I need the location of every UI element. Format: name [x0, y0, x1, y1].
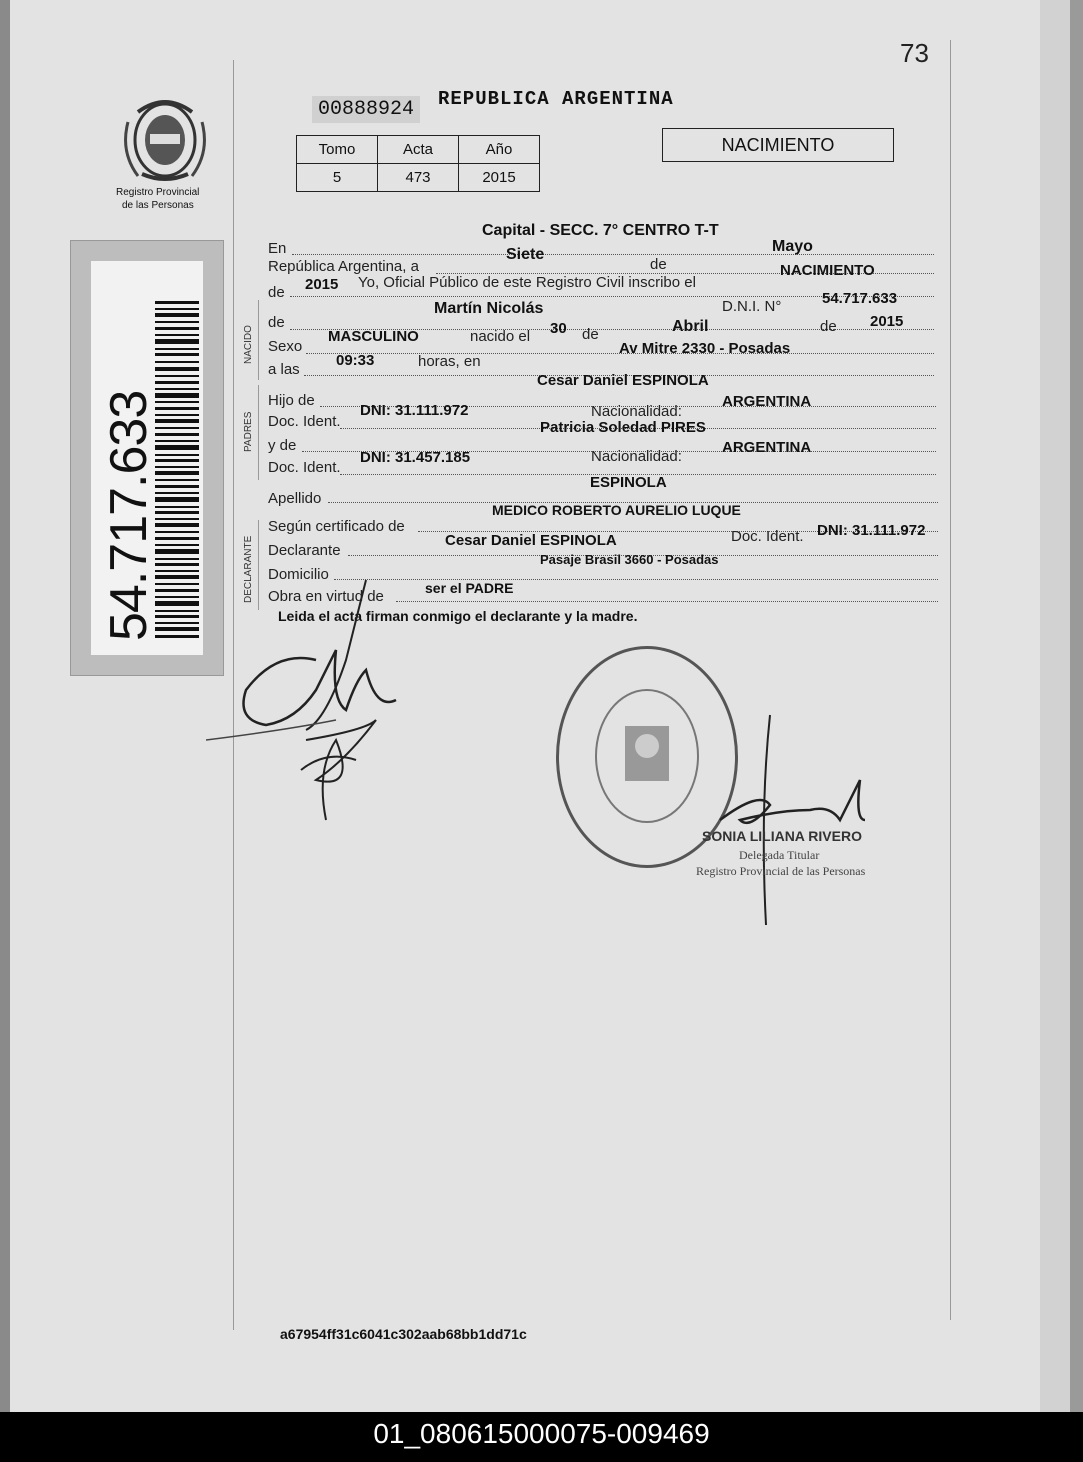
- mes-value: Mayo: [772, 238, 813, 255]
- closing-text: Leida el acta firman conmigo el declarante y la madre.: [278, 608, 638, 624]
- dom-value: Pasaje Brasil 3660 - Posadas: [540, 552, 719, 567]
- horas-label: horas, en: [418, 353, 481, 370]
- de-label: de: [650, 256, 667, 273]
- value-tomo: 5: [297, 164, 378, 192]
- dotted-line: [396, 601, 938, 602]
- header-acta: Acta: [378, 136, 459, 164]
- madre-value: Patricia Soledad PIRES: [540, 419, 706, 436]
- padre-value: Cesar Daniel ESPINOLA: [537, 372, 709, 389]
- logo-caption-1: Registro Provincial: [116, 187, 200, 198]
- value-acta: 473: [378, 164, 459, 192]
- obra-label: Obra en virtud de: [268, 588, 384, 605]
- anio-value: 2015: [305, 276, 339, 293]
- alas-label: a las: [268, 361, 300, 378]
- seal-emblem: [595, 689, 699, 823]
- header-tomo: Tomo: [297, 136, 378, 164]
- page-number: 73: [900, 38, 929, 68]
- declarant-signature: [206, 570, 406, 830]
- decl-doc-label: Doc. Ident.: [731, 528, 804, 545]
- sexo-label: Sexo: [268, 338, 303, 355]
- section-divider-padres: [258, 385, 259, 480]
- value-anio: 2015: [459, 164, 540, 192]
- hijo-label: Hijo de: [268, 392, 315, 409]
- dni-value: 54.717.633: [822, 290, 898, 307]
- yde-label: y de: [268, 437, 297, 454]
- dni-label: D.N.I. N°: [722, 298, 782, 315]
- nombre-value: Martín Nicolás: [434, 300, 544, 317]
- madre-nac-label: Nacionalidad:: [591, 448, 682, 465]
- sexo-value: MASCULINO: [328, 328, 419, 345]
- officer-signature: [700, 710, 880, 930]
- page-edge-shadow: [1070, 0, 1083, 1412]
- decl-label: Declarante: [268, 542, 341, 559]
- dotted-line: [292, 254, 934, 255]
- cert-value: MEDICO ROBERTO AURELIO LUQUE: [492, 502, 741, 518]
- madre-doc-value: DNI: 31.457.185: [360, 449, 471, 466]
- inscribo-value: NACIMIENTO: [780, 262, 875, 279]
- barcode-dni-text: 54.717.633: [100, 390, 158, 641]
- apellido-label: Apellido: [268, 490, 322, 507]
- en-label: En: [268, 240, 287, 257]
- country-title: REPUBLICA ARGENTINA: [438, 88, 674, 110]
- section-divider-nacido: [258, 300, 259, 380]
- decl-doc-value: DNI: 31.111.972: [817, 522, 926, 539]
- decl-value: Cesar Daniel ESPINOLA: [445, 532, 617, 549]
- nac-anio-value: 2015: [870, 313, 904, 330]
- officer-office: Registro Provincial de las Personas: [696, 864, 866, 878]
- file-id-bar: [0, 1412, 1083, 1462]
- dom-label: Domicilio: [268, 566, 329, 583]
- de5-label: de: [820, 318, 837, 335]
- cert-label: Según certificado de: [268, 518, 405, 535]
- barcode-label: [91, 261, 203, 655]
- madre-nac-value: ARGENTINA: [722, 439, 812, 456]
- section-label-padres: PADRES: [243, 411, 254, 452]
- document-hash: a67954ff31c6041c302aab68bb1dd71c: [280, 1326, 527, 1342]
- padre-nac-value: ARGENTINA: [722, 393, 812, 410]
- section-label-declarante: DECLARANTE: [243, 535, 254, 603]
- file-id: 01_080615000075-009469: [373, 1418, 710, 1449]
- nac-dia-value: 30: [550, 320, 567, 337]
- section-label-nacido: NACIDO: [243, 325, 254, 364]
- de2-label: de: [268, 284, 285, 301]
- document-page: [10, 0, 1042, 1412]
- republica-label: República Argentina, a: [268, 258, 419, 275]
- officer-title: Delegada Titular: [739, 848, 820, 862]
- header-anio: Año: [459, 136, 540, 164]
- padre-nac-label: Nacionalidad:: [591, 403, 682, 420]
- nacido-label: nacido el: [470, 328, 531, 345]
- barcode-icon: [155, 301, 199, 641]
- officer-name: SONIA LILIANA RIVERO: [702, 828, 862, 844]
- margin-line-right: [950, 40, 951, 1320]
- obra-value: ser el PADRE: [425, 580, 514, 596]
- lugar-value: Av Mitre 2330 - Posadas: [619, 340, 791, 357]
- padre-doc-value: DNI: 31.111.972: [360, 402, 469, 419]
- de3-label: de: [268, 314, 285, 331]
- nac-mes-value: Abril: [672, 318, 709, 335]
- apellido-value: ESPINOLA: [590, 474, 667, 491]
- province-emblem: [120, 92, 210, 187]
- de4-label: de: [582, 326, 599, 343]
- oficial-label: Yo, Oficial Público de este Registro Civil inscribo el: [358, 274, 696, 291]
- barcode-sticker: [70, 240, 224, 676]
- madre-doc-label: Doc. Ident.: [268, 459, 341, 476]
- hora-value: 09:33: [336, 352, 375, 369]
- dia-value: Siete: [506, 246, 545, 263]
- registry-table: [296, 135, 540, 192]
- logo-caption-2: de las Personas: [122, 200, 194, 211]
- en-value: Capital - SECC. 7° CENTRO T-T: [482, 222, 719, 239]
- act-type-box: NACIMIENTO: [662, 128, 894, 162]
- seal-shield-icon: [597, 691, 697, 821]
- padre-doc-label: Doc. Ident.: [268, 413, 341, 430]
- control-number: 00888924: [312, 96, 420, 123]
